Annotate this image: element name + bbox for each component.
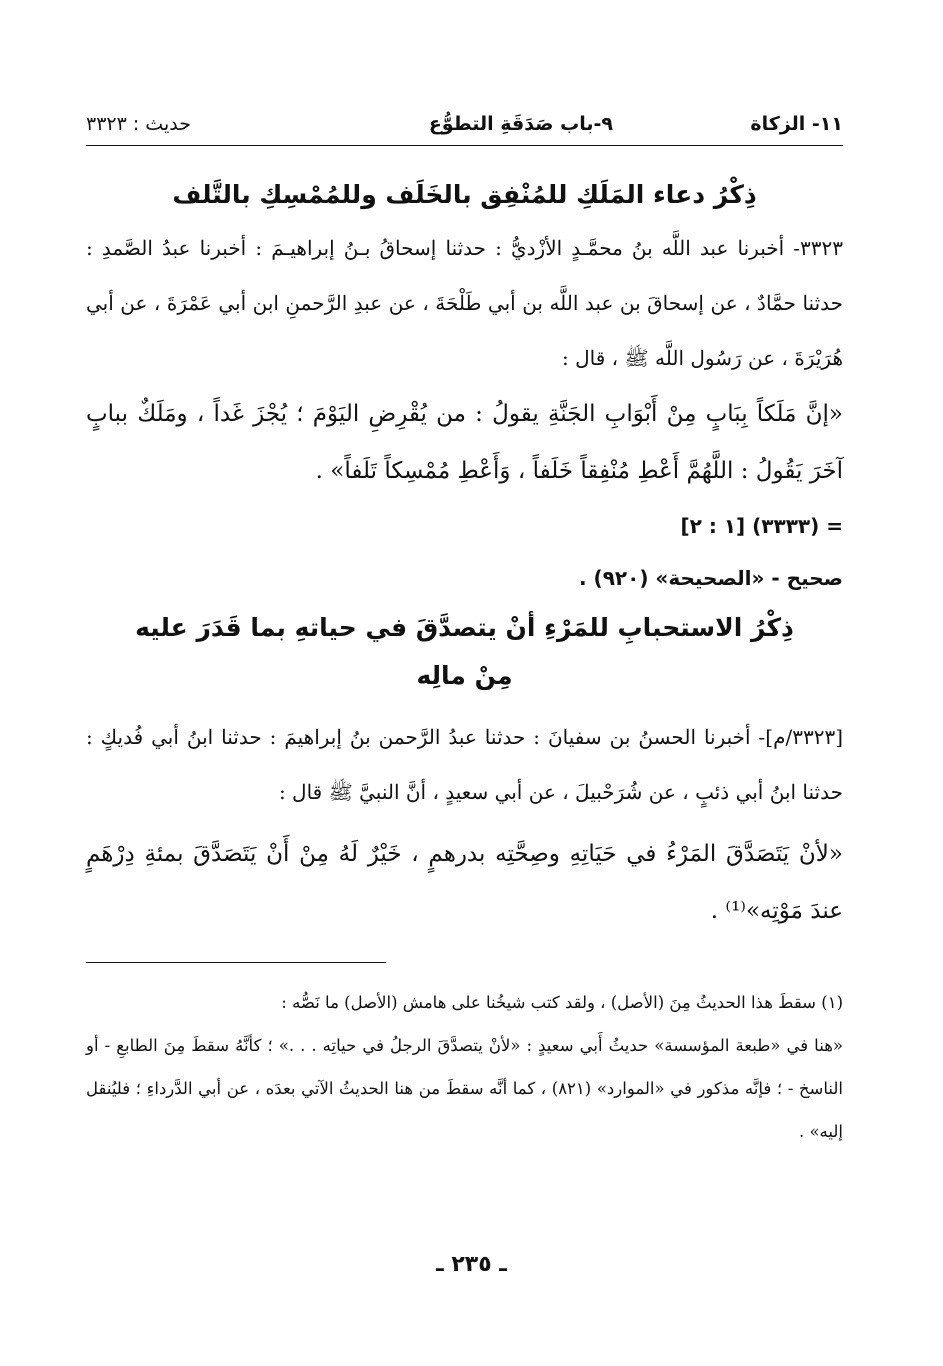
grading-note: صحيح - «الصحيحة» (٩٢٠) . — [578, 566, 843, 590]
running-header — [86, 105, 843, 145]
hadith-text-1: «إنَّ مَلَكاً بِبَابٍ مِنْ أَبْوَابِ الجَنَّةِ يقولُ : من يُقْرِضِ اليَوْمَ ؛ يُجْزَ غَداً ، ومَلَكٌ ببابٍ آخَرَ يَقُولُ : اللَّهُمَّ أَعْطِ مُنْفِقاً خَلَفاً ، وَأَعْطِ مُمْسِكاً تَلَفاً» . — [86, 401, 843, 484]
section-title-2-line2: مِنْ مالِه — [416, 661, 513, 690]
chapter-label: ١١- الزكاة — [750, 113, 843, 135]
cross-reference: = (٣٣٣٣) [١ : ٢] — [680, 514, 843, 538]
footnote-body: «هنا في «طبعة المؤسسة» حديثُ أَبي سعيدٍ : «لأنْ يتصدَّقَ الرجلُ في حياتِه . . .» ؛ كأنَّهُ سقطَ مِنَ الطابعِ - أو الناسخ - ؛ فإنَّه مذكور في «الموارد» (٨٢١) ، كما أنَّه سقطَ من هنا الحديثُ الآتي بعدَه ، عن أبي الدَّرداءِ ؛ فليُنقل إليه» . — [86, 1036, 843, 1141]
footnote-line-1: (١) سقطَ هذا الحديثُ مِنَ (الأصل) ، ولقد كتب شيخُنا على هامش (الأصل) ما نَصُّه : — [281, 993, 843, 1012]
isnad-paragraph-2: [٣٣٢٣/م]- أخبرنا الحسنُ بن سفيانَ : حدثنا عبدُ الرَّحمن بنُ إبراهيمَ : حدثنا ابنُ أبي فُديكٍ : حدثنا ابنُ أبي ذئبٍ ، عن شُرَحْبيلَ ، عن أبي سعيدٍ ، أنَّ النبيَّ ﷺ قال : — [86, 725, 843, 804]
section-title-1: ذِكْرُ دعاء المَلَكِ للمُنْفِق بالخَلَف وللمُمْسِكِ بالتَّلف — [172, 180, 757, 209]
page-number: ـ ٢٣٥ ـ — [436, 1252, 507, 1277]
section-title-2-line1: ذِكْرُ الاستحبابِ للمَرْءِ أنْ يتصدَّقَ في حياتهِ بما قَدَرَ عليه — [135, 613, 794, 642]
header-divider — [86, 145, 843, 146]
hadith-number-label: حديث : ٣٣٢٣ — [86, 113, 191, 135]
hadith-text-2: «لأنْ يَتَصَدَّقَ المَرْءُ في حَيَاتِهِ وصِحَّتِه بدرهمٍ ، خَيْرٌ لَهُ مِنْ أَنْ يَتَصَدَّقَ بمئةِ دِرْهَمٍ عندَ مَوْتِه»⁽¹⁾ . — [86, 841, 843, 924]
isnad-paragraph-1: ٣٣٢٣- أخبرنا عبد اللَّه بنُ محمَّـدٍ الأزْديُّ : حدثنا إسحاقُ بـنُ إبراهيـمَ : أخبرنا عبدُ الصَّمدِ : حدثنا حمَّادٌ ، عن إسحاقَ بن عبد اللَّه بن أبي طَلْحَةَ ، عن عبدِ الرَّحمنِ ابن أبي عَمْرَةَ ، عن أبي هُرَيْرَةَ ، عن رَسُول اللَّه ﷺ ، قال : — [86, 236, 843, 370]
section-label: ٩-باب صَدَقَةِ التطوُّع — [428, 113, 613, 135]
document-page — [86, 105, 843, 1153]
